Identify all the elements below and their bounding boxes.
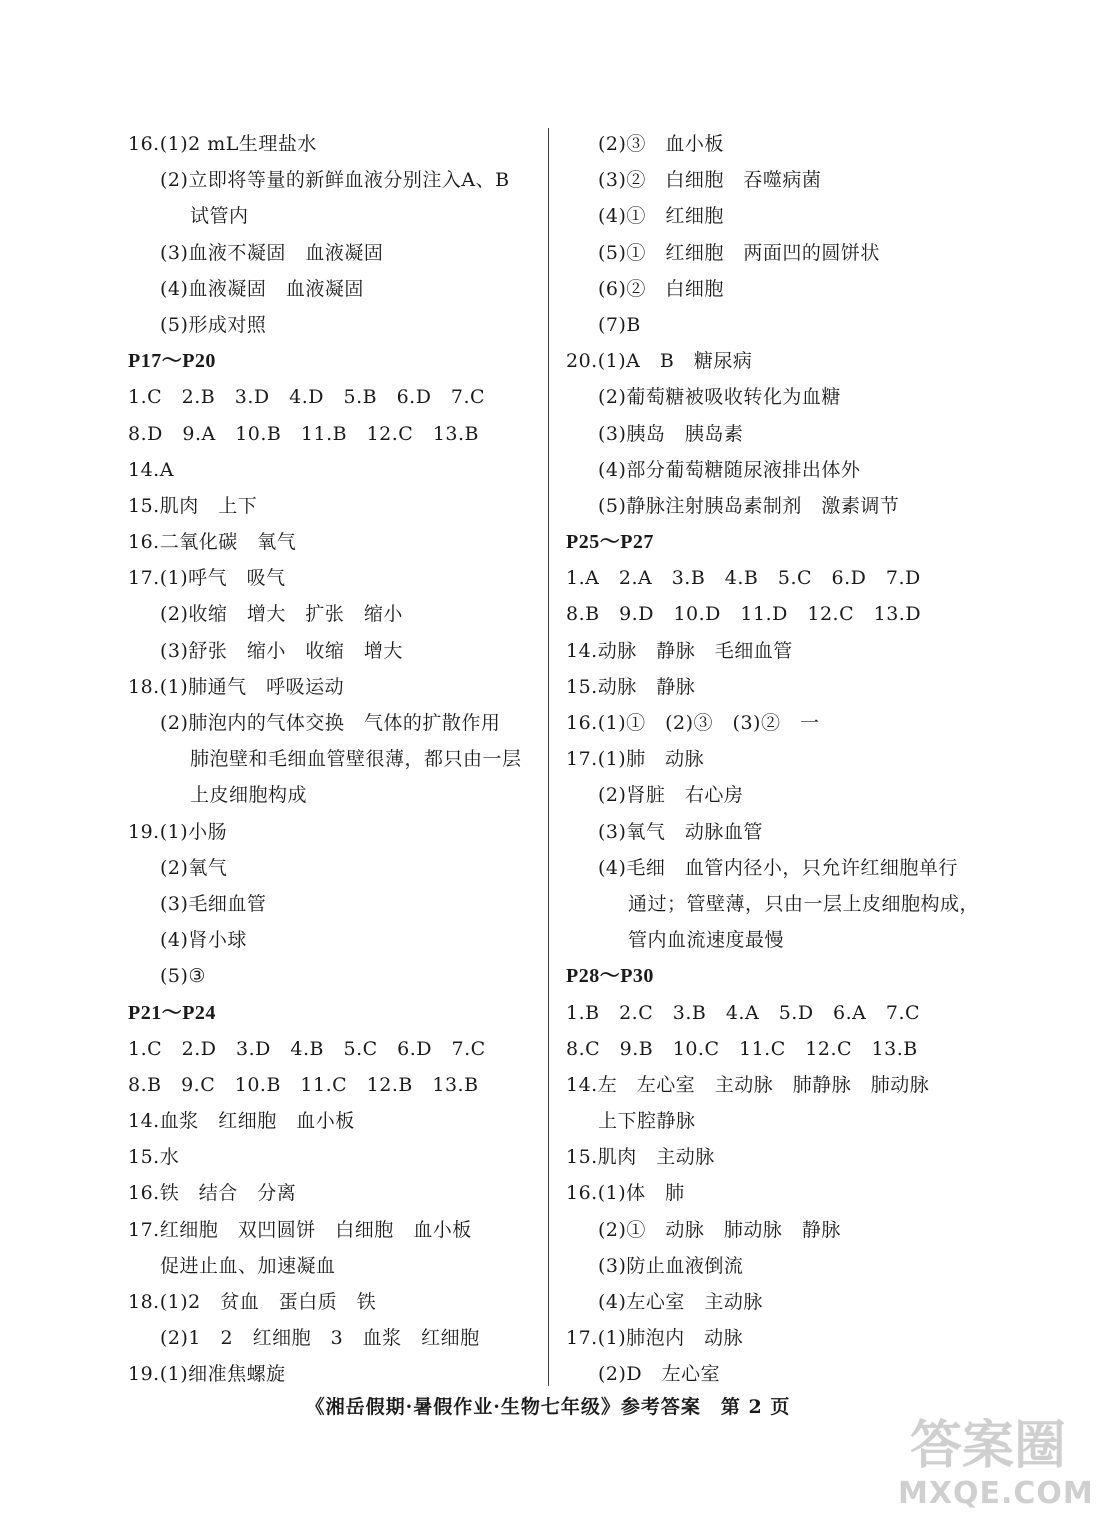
section-heading: P21～P24 [128, 1001, 216, 1024]
column-divider [548, 128, 549, 1386]
answer-line: 16.铁 结合 分离 [128, 1182, 297, 1205]
answer-line: 上下腔静脉 [598, 1110, 696, 1133]
section-heading: P17～P20 [128, 350, 216, 373]
answer-line: (2)肾脏 右心房 [598, 784, 744, 807]
answer-line: (4)肾小球 [160, 929, 247, 952]
answer-line: 18.(1)肺通气 呼吸运动 [128, 675, 345, 698]
answer-line: 促进止血、加速凝血 [160, 1254, 336, 1277]
answer-line: (3)胰岛 胰岛素 [598, 422, 744, 445]
answer-line: 19.(1)细准焦螺旋 [128, 1363, 286, 1386]
answer-line: (3)毛细血管 [160, 892, 267, 915]
answer-line: (2)氧气 [160, 856, 228, 879]
answer-line: 8.B 9.C 10.B 11.C 12.B 13.B [128, 1073, 479, 1096]
answer-line: 1.C 2.B 3.D 4.D 5.B 6.D 7.C [128, 386, 486, 409]
answer-line: (6)② 白细胞 [598, 277, 724, 300]
answer-line: 1.B 2.C 3.B 4.A 5.D 6.A 7.C [566, 1001, 921, 1024]
answer-line: (7)B [598, 313, 641, 336]
answer-line: (5)形成对照 [160, 313, 267, 336]
answer-line: 17.(1)呼气 吸气 [128, 567, 286, 590]
answer-line: (4)血液凝固 血液凝固 [160, 277, 364, 300]
answer-line: (3)氧气 动脉血管 [598, 820, 763, 843]
watermark-text: 答案圈 [909, 1416, 1066, 1476]
watermark-logo [898, 1416, 1094, 1526]
answer-line: 15.肌肉 上下 [128, 494, 258, 517]
answer-line: 管内血流速度最慢 [628, 929, 785, 952]
answer-line: (3)血液不凝固 血液凝固 [160, 241, 384, 264]
answer-line: 17.(1)肺泡内 动脉 [566, 1327, 744, 1350]
answer-line: (4)毛细 血管内径小，只允许红细胞单行 [598, 856, 958, 879]
answer-line: (2)收缩 增大 扩张 缩小 [160, 603, 403, 626]
answer-line: 8.B 9.D 10.D 11.D 12.C 13.D [566, 603, 922, 626]
answer-line: 肺泡壁和毛细血管壁很薄，都只由一层 [190, 748, 522, 771]
section-heading: P25～P27 [566, 531, 654, 554]
right-answer-column [566, 126, 986, 1393]
answer-line: (2)立即将等量的新鲜血液分别注入A、B [160, 169, 510, 192]
answer-line: (3)② 白细胞 吞噬病菌 [598, 169, 822, 192]
answer-line: (5)静脉注射胰岛素制剂 激素调节 [598, 494, 900, 517]
answer-line: 1.A 2.A 3.B 4.B 5.C 6.D 7.D [566, 567, 921, 590]
answer-line: 上皮细胞构成 [190, 784, 308, 807]
answer-line: (2)肺泡内的气体交换 气体的扩散作用 [160, 712, 501, 734]
section-heading: P28～P30 [566, 965, 654, 988]
answer-line: (5)③ [160, 965, 206, 988]
answer-line: (2)D 左心室 [598, 1363, 721, 1386]
answer-line: 8.D 9.A 10.B 11.B 12.C 13.B [128, 422, 480, 445]
answer-line: 17.(1)肺 动脉 [566, 748, 705, 771]
answer-line: 20.(1)A B 糖尿病 [566, 350, 753, 373]
answer-line: 15.肌肉 主动脉 [566, 1146, 715, 1169]
answer-line: 16.(1)① (2)③ (3)② 一 [566, 712, 820, 734]
answer-line: 15.动脉 静脉 [566, 675, 696, 698]
answer-line: 通过；管壁薄，只由一层上皮细胞构成， [628, 892, 980, 915]
answer-line: 14.血浆 红细胞 血小板 [128, 1110, 355, 1133]
answer-line: 17.红细胞 双凹圆饼 白细胞 血小板 [128, 1218, 472, 1241]
answer-line: 16.(1)2 mL生理盐水 [128, 133, 317, 155]
answer-line: 试管内 [190, 205, 249, 228]
answer-line: 14.A [128, 458, 174, 481]
answer-line: (2)葡萄糖被吸收转化为血糖 [598, 386, 841, 409]
left-answer-column [128, 126, 538, 1393]
answer-line: 14.动脉 静脉 毛细血管 [566, 639, 793, 662]
answer-line: 1.C 2.D 3.D 4.B 5.C 6.D 7.C [128, 1037, 486, 1060]
answer-line: 19.(1)小肠 [128, 820, 228, 843]
page-footer: 《湘岳假期·暑假作业·生物七年级》参考答案 第 2 页 [305, 1396, 791, 1418]
answer-line: (3)舒张 缩小 收缩 增大 [160, 639, 403, 662]
answer-line: 16.(1)体 肺 [566, 1182, 685, 1205]
answer-line: (4)① 红细胞 [598, 205, 724, 228]
answer-line: (2)1 2 红细胞 3 血浆 红细胞 [160, 1327, 480, 1350]
answer-line: 8.C 9.B 10.C 11.C 12.C 13.B [566, 1037, 918, 1060]
answer-line: (2)③ 血小板 [598, 133, 724, 155]
answer-line: 16.二氧化碳 氧气 [128, 531, 297, 554]
answer-line: (4)左心室 主动脉 [598, 1291, 763, 1313]
watermark-url: MXQE.COM [898, 1476, 1094, 1511]
answer-line: (3)防止血液倒流 [598, 1254, 744, 1277]
answer-line: 15.水 [128, 1146, 180, 1169]
answer-line: (4)部分葡萄糖随尿液排出体外 [598, 458, 861, 481]
answer-line: (2)① 动脉 肺动脉 静脉 [598, 1218, 841, 1241]
answer-line: 18.(1)2 贫血 蛋白质 铁 [128, 1291, 377, 1313]
answer-line: 14.左 左心室 主动脉 肺静脉 肺动脉 [566, 1073, 930, 1096]
answer-line: (5)① 红细胞 两面凹的圆饼状 [598, 241, 880, 264]
